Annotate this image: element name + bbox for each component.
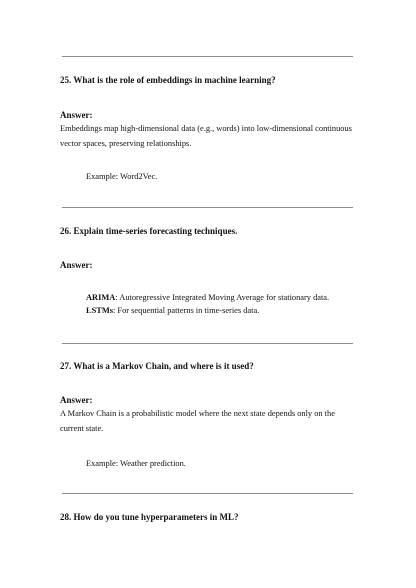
example-text: Example: Weather prediction. [86,459,186,468]
question-heading: 25. What is the role of embeddings in machine learning? [60,75,276,85]
question-heading: 27. What is a Markov Chain, and where is it used? [60,361,254,371]
answer-line: A Markov Chain is a probabilistic model where the next state depends only on the [60,409,335,418]
answer-line: Embeddings map high-dimensional data (e.g., words) into low-dimensional continuous [60,124,352,133]
bullet-term: ARIMA [86,293,116,302]
section-divider [62,493,353,494]
bullet-term: LSTMs [86,306,113,315]
example-text: Example: Word2Vec. [86,172,158,181]
answer-line: current state. [60,424,104,433]
section-divider [62,56,353,57]
question-heading: 28. How do you tune hyperparameters in ML? [60,512,239,522]
section-divider [62,343,353,344]
answer-label: Answer: [60,110,93,120]
answer-text [60,121,360,151]
answer-line: vector spaces, preserving relationships. [60,139,192,148]
answer-label: Answer: [60,260,93,270]
section-divider [62,207,353,208]
answer-label: Answer: [60,395,93,405]
bullet-item [86,303,259,318]
bullet-text: : For sequential patterns in time-series data. [113,306,260,315]
question-heading: 26. Explain time-series forecasting techniques. [60,226,238,236]
answer-text [60,406,360,436]
bullet-text: : Autoregressive Integrated Moving Average for stationary data. [115,293,330,302]
